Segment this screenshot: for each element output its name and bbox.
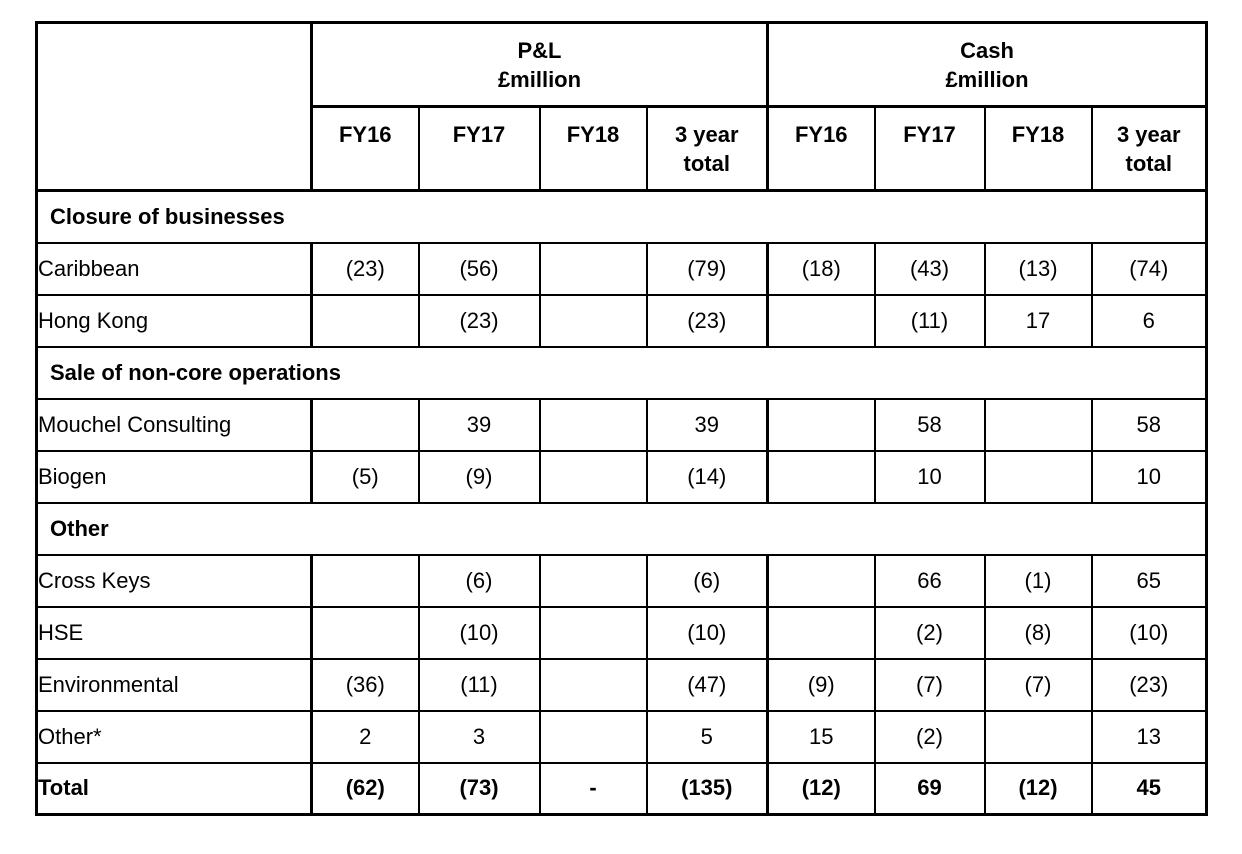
column-header: 3 year total [647, 107, 768, 191]
cell: 6 [1092, 295, 1207, 347]
cell: (23) [419, 295, 540, 347]
cell [985, 399, 1092, 451]
total-cell: (73) [419, 763, 540, 815]
cell [768, 295, 875, 347]
column-header: FY16 [768, 107, 875, 191]
column-header: FY18 [985, 107, 1092, 191]
total-row [37, 763, 1207, 815]
cell [768, 451, 875, 503]
total-cell: 69 [875, 763, 985, 815]
corner-cell [37, 23, 312, 191]
cell: 39 [419, 399, 540, 451]
cell: (23) [312, 243, 419, 295]
cell: (1) [985, 555, 1092, 607]
table-row [37, 399, 1207, 451]
cell: (79) [647, 243, 768, 295]
cell [985, 711, 1092, 763]
cell: 10 [875, 451, 985, 503]
cash-group-title: Cash [960, 37, 1014, 63]
table-row [37, 711, 1207, 763]
cell: 39 [647, 399, 768, 451]
cell: (6) [647, 555, 768, 607]
cell: 5 [647, 711, 768, 763]
column-header: FY16 [312, 107, 419, 191]
cell: (10) [419, 607, 540, 659]
total-cell: (12) [985, 763, 1092, 815]
section-title: Sale of non-core operations [37, 347, 1207, 399]
cell [768, 607, 875, 659]
cell: (9) [419, 451, 540, 503]
section-title: Other [37, 503, 1207, 555]
table-row [37, 243, 1207, 295]
cell: 17 [985, 295, 1092, 347]
section-row [37, 191, 1207, 243]
total-cell: (135) [647, 763, 768, 815]
table-row [37, 555, 1207, 607]
total-cell: (62) [312, 763, 419, 815]
cell: (7) [985, 659, 1092, 711]
cell [540, 607, 647, 659]
cell [540, 659, 647, 711]
column-header: 3 year total [1092, 107, 1207, 191]
cell: (8) [985, 607, 1092, 659]
cell: (9) [768, 659, 875, 711]
cell: (10) [647, 607, 768, 659]
cell: (47) [647, 659, 768, 711]
cell: (13) [985, 243, 1092, 295]
cell: (43) [875, 243, 985, 295]
column-header: FY17 [419, 107, 540, 191]
column-header: FY18 [540, 107, 647, 191]
cell [985, 451, 1092, 503]
cell: (5) [312, 451, 419, 503]
column-header: FY17 [875, 107, 985, 191]
cell: (23) [1092, 659, 1207, 711]
row-label: Cross Keys [37, 555, 312, 607]
cell [540, 555, 647, 607]
table-row [37, 451, 1207, 503]
total-cell: - [540, 763, 647, 815]
cell [312, 607, 419, 659]
cell: 66 [875, 555, 985, 607]
row-label: Caribbean [37, 243, 312, 295]
cell: 10 [1092, 451, 1207, 503]
cell [540, 451, 647, 503]
pl-group-title: P&L [517, 37, 562, 63]
row-label: Biogen [37, 451, 312, 503]
cash-group-unit: £million [945, 66, 1029, 92]
table-row [37, 659, 1207, 711]
total-cell: (12) [768, 763, 875, 815]
total-cell: 45 [1092, 763, 1207, 815]
cell [540, 295, 647, 347]
cell: 58 [875, 399, 985, 451]
section-title: Closure of businesses [37, 191, 1207, 243]
cell [768, 399, 875, 451]
cell [312, 555, 419, 607]
cell: 15 [768, 711, 875, 763]
restructuring-table [35, 21, 1208, 816]
cell: 13 [1092, 711, 1207, 763]
cell: (11) [419, 659, 540, 711]
row-label: Environmental [37, 659, 312, 711]
table-row [37, 607, 1207, 659]
cash-group-header [768, 23, 1207, 107]
cell [540, 399, 647, 451]
row-label: Hong Kong [37, 295, 312, 347]
cell: (2) [875, 607, 985, 659]
cell: (11) [875, 295, 985, 347]
row-label: Mouchel Consulting [37, 399, 312, 451]
cell: (2) [875, 711, 985, 763]
cell [312, 295, 419, 347]
table-row [37, 295, 1207, 347]
group-header-row [37, 23, 1207, 107]
cell: (18) [768, 243, 875, 295]
section-row [37, 347, 1207, 399]
cell: (10) [1092, 607, 1207, 659]
pl-group-header [312, 23, 768, 107]
cell: (23) [647, 295, 768, 347]
cell: (74) [1092, 243, 1207, 295]
cell: 58 [1092, 399, 1207, 451]
total-label: Total [37, 763, 312, 815]
row-label: HSE [37, 607, 312, 659]
section-row [37, 503, 1207, 555]
cell: (14) [647, 451, 768, 503]
cell: (56) [419, 243, 540, 295]
cell: (6) [419, 555, 540, 607]
row-label: Other* [37, 711, 312, 763]
cell [540, 243, 647, 295]
cell [312, 399, 419, 451]
cell: (7) [875, 659, 985, 711]
cell: 65 [1092, 555, 1207, 607]
cell: 3 [419, 711, 540, 763]
cell [540, 711, 647, 763]
cell: (36) [312, 659, 419, 711]
cell [768, 555, 875, 607]
pl-group-unit: £million [497, 66, 582, 92]
cell: 2 [312, 711, 419, 763]
